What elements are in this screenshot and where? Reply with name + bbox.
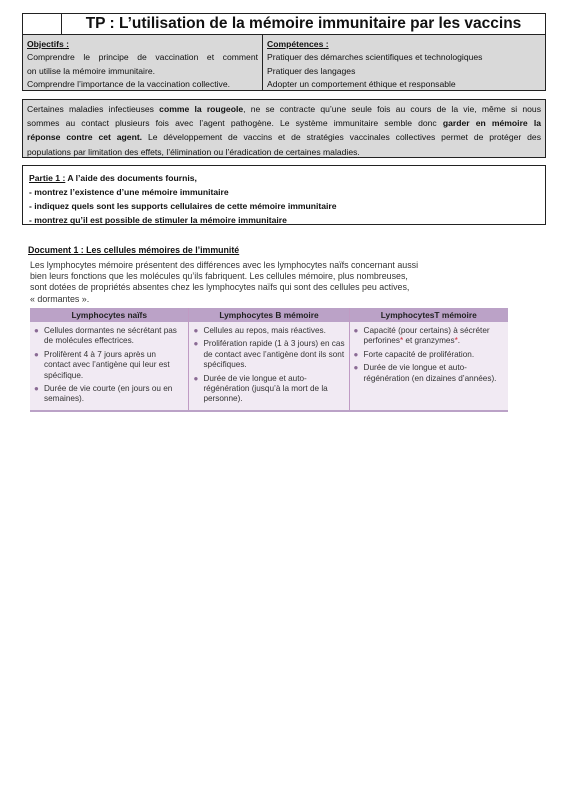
page-title: TP : L’utilisation de la mémoire immunitaire par les vaccins: [85, 15, 522, 32]
document-intro-line: Les lymphocytes mémoire présentent des différences avec les lymphocytes naïfs concernant aussi: [30, 260, 419, 270]
bullet-line: régénération (jusqu’à la mort de la: [203, 384, 328, 394]
bullet-icon: ●: [193, 373, 199, 383]
bullet-line: spécifique.: [44, 370, 84, 380]
lymphocyte-table: [30, 308, 508, 411]
table-bullet: [193, 326, 344, 336]
title-table: [22, 13, 546, 35]
bullet-icon: ●: [193, 326, 199, 335]
objectifs-heading: Objectifs :: [27, 39, 70, 49]
bullet-text: [364, 350, 475, 360]
title-blank-cell: [23, 14, 62, 34]
bullet-line: de contact avec l’antigène dont ils sont: [203, 349, 345, 359]
table-bullet: [34, 350, 184, 381]
table-column-body: [350, 322, 508, 411]
bullet-line: Forte capacité de prolifération.: [363, 349, 475, 359]
asterisk-mark: *: [399, 336, 404, 346]
bullet-line: perforines* et granzymes*.: [363, 336, 461, 346]
bullet-icon: ●: [353, 326, 359, 335]
bullet-line: Cellules dormantes ne sécrétant pas: [44, 326, 177, 335]
competence-line: Adopter un comportement éthique et responsable: [267, 79, 456, 90]
table-column: [350, 308, 508, 411]
bullet-line: personne).: [203, 394, 243, 404]
partie-box: [22, 165, 546, 225]
bullet-line: contact avec l’antigène qui leur est: [44, 360, 170, 370]
table-bullet: [193, 339, 344, 370]
table-column: [189, 308, 349, 411]
objectif-line: on utilise la mémoire immunitaire.: [27, 65, 155, 76]
intro-line: réponse contre cet agent. Le développement de vaccins et de stratégies vaccinales collectives permet de protéger des: [27, 132, 541, 143]
bullet-line: Durée de vie longue et auto-: [203, 373, 307, 383]
table-bullet: [354, 326, 504, 347]
document-intro-line: bien leurs fonctions que les molécules qu’ils fabriquent. Les cellules mémoire, plus nombreuses,: [30, 271, 408, 282]
bullet-line: Capacité (pour certains) à sécréter: [363, 326, 490, 335]
bullet-icon: ●: [353, 349, 359, 359]
bullet-text: [44, 326, 177, 347]
bullet-line: Durée de vie longue et auto-: [363, 363, 467, 373]
partie-item: - indiquez quels sont les supports cellulaires de cette mémoire immunitaire: [29, 201, 337, 211]
table-bullet: [193, 374, 344, 405]
partie-heading: Partie 1 : A l’aide des documents fournis,: [29, 173, 197, 183]
competences-column: [263, 35, 545, 90]
bullet-text: [364, 326, 490, 347]
asterisk-mark: *: [454, 336, 458, 346]
bullet-text: [203, 374, 327, 405]
document-intro-line: « dormantes ».: [30, 293, 90, 304]
intro-box: [22, 99, 546, 158]
intro-line: populations par limitation des effets, l’élimination ou l’éradication de certaines maladies.: [27, 146, 360, 157]
bullet-text: [44, 350, 170, 381]
objectif-line: Comprendre le principe de vaccination et comment: [27, 52, 258, 63]
partie-item: - montrez qu’il est possible de stimuler la mémoire immunitaire: [29, 215, 287, 225]
competences-heading: Compétences :: [267, 39, 329, 49]
bullet-line: Prolifèrent 4 à 7 jours après un: [44, 349, 156, 359]
bullet-icon: ●: [34, 384, 39, 394]
document-title: Document 1 : Les cellules mémoires de l’immunité: [28, 245, 240, 255]
document-intro: [30, 260, 430, 305]
bullet-line: Cellules au repos, mais réactives.: [203, 326, 326, 335]
bullet-icon: ●: [353, 363, 359, 373]
table-column-header: LymphocytesT mémoire: [350, 308, 508, 322]
table-bottom-rule: [30, 410, 508, 412]
table-bullet: [34, 326, 184, 347]
bullet-text: [44, 384, 172, 405]
table-column-header: Lymphocytes B mémoire: [189, 308, 348, 322]
bullet-text: [203, 339, 344, 370]
bullet-line: semaines).: [44, 394, 85, 404]
bullet-line: spécifiques.: [203, 360, 247, 370]
bullet-line: Durée de vie courte (en jours ou en: [44, 384, 173, 394]
objectif-line: Comprendre l’importance de la vaccination collective.: [27, 79, 231, 90]
table-column: [30, 308, 189, 411]
table-bullet: [354, 350, 504, 360]
document-intro-line: sont dotées de propriétés absentes chez les lymphocytes naïfs qui sont des cellules peu actives,: [30, 282, 410, 293]
partie-item: - montrez l’existence d’une mémoire immunitaire: [29, 187, 229, 197]
competence-line: Pratiquer des langages: [267, 65, 356, 76]
bullet-icon: ●: [34, 349, 39, 359]
bullet-text: [364, 363, 497, 384]
objectifs-column: [23, 35, 263, 90]
bullet-text: [203, 326, 325, 336]
intro-line: Certaines maladies infectieuses comme la rougeole, ne se contracte qu’une seule fois au cours de la vie, même si nous: [27, 104, 542, 114]
table-column-header: Lymphocytes naïfs: [30, 308, 188, 322]
competence-line: Pratiquer des démarches scientifiques et technologiques: [267, 52, 483, 63]
table-bullet: [34, 384, 184, 405]
bullet-icon: ●: [193, 339, 199, 349]
table-column-body: [189, 322, 348, 411]
intro-line: sommes au contact plusieurs fois avec l’agent pathogène. Le système immunitaire semble donc garder en mémoire la: [27, 118, 541, 129]
table-bullet: [354, 363, 504, 384]
bullet-line: régénération (en dizaines d’années).: [363, 373, 497, 383]
objectives-table: [22, 35, 546, 91]
bullet-line: de molécules effectrices.: [44, 336, 134, 346]
bullet-line: Prolifération rapide (1 à 3 jours) en cas: [203, 339, 345, 349]
table-column-body: [30, 322, 188, 411]
bullet-icon: ●: [34, 326, 39, 335]
